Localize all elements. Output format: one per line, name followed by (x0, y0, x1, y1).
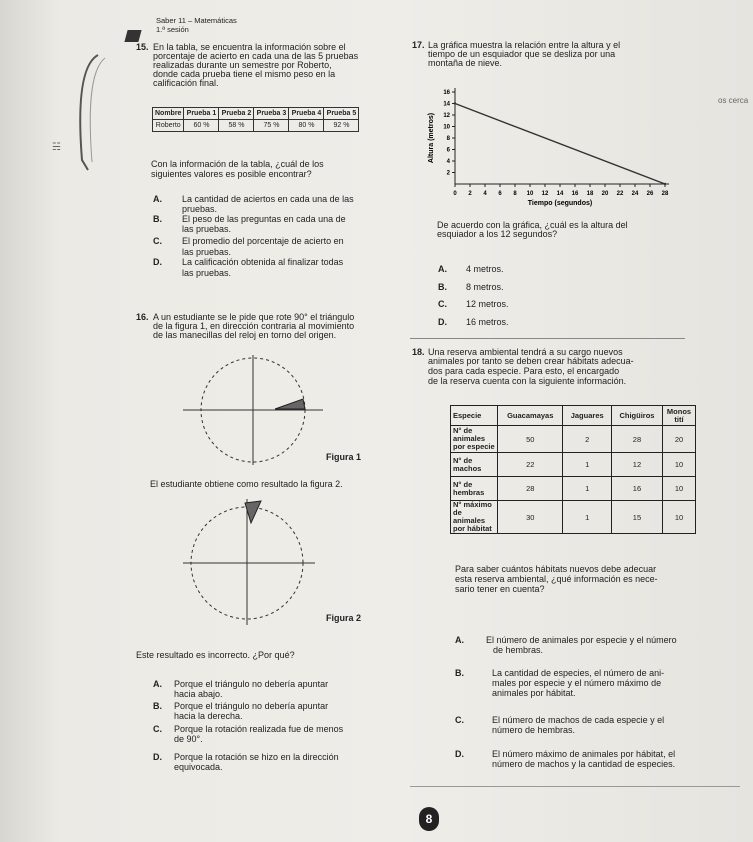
q17-option-d-text: 16 metros. (466, 317, 509, 327)
q15-td-name: Roberto (153, 120, 184, 132)
q18-row-3-guacamayas: 28 (498, 477, 563, 501)
q18-row-4-monos: 10 (663, 501, 696, 534)
q18-option-a-text-2: de hembras. (493, 645, 544, 655)
q15-stem-4: donde cada prueba tiene el mismo peso en la (153, 69, 336, 79)
q16-option-d-text-2: equivocada. (174, 762, 223, 772)
q17-option-b-letter[interactable]: B. (438, 282, 447, 292)
q17-number: 17. (412, 40, 425, 50)
chart-y-axis-label: Altura (metros) (428, 112, 435, 164)
q17-stem-3: montaña de nieve. (428, 58, 503, 68)
chart-y-tick-label: 4 (446, 159, 450, 165)
chart-x-tick-label: 4 (483, 191, 487, 197)
q18-row-2-label: N° de machos (451, 453, 498, 477)
q18-th-monos: Monos tití (663, 406, 696, 426)
q16-stem-2: de la figura 1, en dirección contraria al movimiento (153, 321, 355, 331)
q15-option-c-text-1: El promedio del porcentaje de acierto en (182, 236, 344, 246)
chart-x-tick-label: 16 (571, 191, 579, 197)
q15-stem-5: calificación final. (153, 78, 219, 88)
q17-divider (410, 338, 685, 339)
q16-option-b-text-1: Porque el triángulo no debería apuntar (174, 701, 329, 711)
q16-option-b-text-2: hacia la derecha. (174, 711, 243, 721)
q15-number: 15. (136, 42, 149, 52)
q18-option-b-text-3: animales por hábitat. (492, 688, 576, 698)
chart-y-tick-label: 16 (443, 90, 450, 96)
q18-stem-1: Una reserva ambiental tendrá a su cargo nuevos (428, 347, 623, 357)
q15-option-d-text-1: La calificación obtenida al finalizar todas (182, 257, 344, 267)
chart-y-tick-label: 6 (446, 147, 450, 154)
q15-stem-2: porcentaje de acierto en cada una de las 5 pruebas (153, 51, 359, 61)
q18-option-c-letter[interactable]: C. (455, 715, 464, 725)
q17-option-b-text: 8 metros. (466, 282, 504, 292)
chart-x-tick-label: 10 (526, 191, 534, 197)
q18-option-a-text-1: El número de animales por especie y el número (486, 635, 677, 645)
q15-th-nombre: Nombre (153, 108, 184, 120)
margin-note: os cerca (718, 96, 749, 105)
chart-x-tick-label: 12 (541, 191, 549, 197)
q17-option-c-letter[interactable]: C. (438, 299, 447, 309)
binder-ring-icon (60, 50, 120, 180)
chart-x-tick-label: 28 (661, 191, 669, 197)
margin-mark-icon: ☵ (52, 142, 61, 153)
q16-stem-1: A un estudiante se le pide que rote 90° el triángulo (153, 312, 355, 322)
chart-series-line (455, 104, 665, 185)
q16-question: Este resultado es incorrecto. ¿Por qué? (136, 650, 295, 660)
q18-row-2-jaguares: 1 (563, 453, 611, 477)
q18-option-b-text-2: males por especie y el número máximo de (492, 678, 662, 688)
q18-row-1-guacamayas: 50 (498, 426, 563, 453)
q18-stem-4: de la reserva cuenta con la siguiente información. (428, 376, 627, 386)
chart-x-tick-label: 14 (556, 191, 564, 197)
q18-option-c-text-2: número de hembras. (492, 725, 576, 735)
q18-option-d-text-1: El número máximo de animales por hábitat, el (492, 749, 676, 759)
q17-line-chart (420, 82, 690, 212)
q18-option-b-text-1: La cantidad de especies, el número de ani- (492, 668, 665, 678)
q18-option-d-text-2: número de machos y la cantidad de especies. (492, 759, 676, 769)
q16-option-b-letter[interactable]: B. (153, 701, 162, 711)
q15-table (152, 107, 359, 132)
q16-stem-3: de las manecillas del reloj en torno del origen. (153, 330, 337, 340)
q18-stem-2: animales por tanto se deben crear hábitats adecua- (428, 356, 634, 366)
q18-th-jaguares: Jaguares (563, 406, 611, 426)
q18-row-1-monos: 20 (663, 426, 696, 453)
figure-2 (175, 497, 335, 627)
q18-row-3-monos: 10 (663, 477, 696, 501)
q18-row-1-jaguares: 2 (563, 426, 611, 453)
chart-x-tick-label: 6 (498, 191, 502, 197)
q17-stem-1: La gráfica muestra la relación entre la altura y el (428, 40, 621, 50)
chart-x-tick-label: 18 (586, 191, 594, 197)
q15-option-a-letter[interactable]: A. (153, 194, 162, 204)
q16-option-d-letter[interactable]: D. (153, 752, 162, 762)
q16-option-a-letter[interactable]: A. (153, 679, 162, 689)
q15-th-prueba2: Prueba 2 (219, 108, 254, 120)
header-session: 1.ª sesión (156, 25, 189, 34)
q17-question-1: De acuerdo con la gráfica, ¿cuál es la altura del (437, 220, 628, 230)
q18-species-table (450, 405, 696, 534)
chart-x-tick-label: 24 (631, 191, 639, 197)
q18-row-2-guacamayas: 22 (498, 453, 563, 477)
chart-x-tick-label: 20 (601, 191, 609, 197)
chart-x-tick-label: 26 (646, 191, 654, 197)
q18-th-guacamayas: Guacamayas (498, 406, 563, 426)
chart-x-tick-label: 0 (453, 191, 457, 197)
q18-row-4-label: N° máximo de animales por hábitat (451, 501, 498, 534)
q15-td-5: 92 % (324, 120, 359, 132)
q15-td-3: 75 % (254, 120, 289, 132)
q18-option-a-letter[interactable]: A. (455, 635, 464, 645)
q17-option-a-text: 4 metros. (466, 264, 504, 274)
page-number: 8 (419, 807, 439, 831)
q15-option-c-letter[interactable]: C. (153, 236, 162, 246)
q17-option-a-letter[interactable]: A. (438, 264, 447, 274)
q18-stem-3: dos para cada especie. Para esto, el encargado (428, 366, 620, 376)
q18-th-especie: Especie (451, 406, 498, 426)
chart-data-point (454, 102, 456, 104)
q15-option-b-letter[interactable]: B. (153, 214, 162, 224)
chart-y-tick-label: 12 (443, 113, 450, 119)
chart-y-tick-label: 8 (446, 136, 450, 142)
q15-stem-1: En la tabla, se encuentra la información sobre el (153, 42, 346, 52)
q15-option-a-text-1: La cantidad de aciertos en cada una de las (182, 194, 354, 204)
q16-number: 16. (136, 312, 149, 322)
q17-stem-2: tiempo de un esquiador que se desliza por una (428, 49, 616, 59)
q15-stem-3: realizadas durante un semestre por Roberto, (153, 60, 332, 70)
chart-x-tick-label: 8 (513, 191, 517, 197)
header-subject: Saber 11 – Matemáticas (156, 16, 237, 25)
q15-th-prueba3: Prueba 3 (254, 108, 289, 120)
chart-x-axis-label: Tiempo (segundos) (527, 200, 593, 207)
q18-row-3-label: N° de hembras (451, 477, 498, 501)
q15-question-2: siguientes valores es posible encontrar? (151, 169, 312, 179)
q15-td-1: 60 % (184, 120, 219, 132)
footer-rule (410, 786, 740, 787)
q15-th-prueba1: Prueba 1 (184, 108, 219, 120)
q18-option-d-letter[interactable]: D. (455, 749, 464, 759)
q15-td-2: 58 % (219, 120, 254, 132)
q18-row-1-chiguiros: 28 (611, 426, 662, 453)
q15-th-prueba4: Prueba 4 (289, 108, 324, 120)
q18-th-chiguiros: Chigüiros (611, 406, 662, 426)
q18-row-4-chiguiros: 15 (611, 501, 662, 534)
chart-y-tick-label: 14 (443, 101, 450, 108)
q18-question-2: esta reserva ambiental, ¿qué información es nece- (455, 574, 658, 584)
q15-option-a-text-2: pruebas. (182, 204, 218, 214)
q15-option-b-text-2: las pruebas. (182, 224, 232, 234)
q18-row-3-chiguiros: 16 (611, 477, 662, 501)
q16-option-a-text-2: hacia abajo. (174, 689, 223, 699)
q18-row-4-guacamayas: 30 (498, 501, 563, 534)
q18-question-3: sario tener en cuenta? (455, 584, 545, 594)
figure-1-triangle (275, 399, 305, 409)
q18-number: 18. (412, 347, 425, 357)
q15-option-b-text-1: El peso de las preguntas en cada una de (182, 214, 346, 224)
q18-option-c-text-1: El número de machos de cada especie y el (492, 715, 665, 725)
q18-row-4-jaguares: 1 (563, 501, 611, 534)
figure-1-label: Figura 1 (326, 452, 362, 462)
q16-option-c-text-1: Porque la rotación realizada fue de menos (174, 724, 344, 734)
q15-option-d-letter[interactable]: D. (153, 257, 162, 267)
q16-option-a-text-1: Porque el triángulo no debería apuntar (174, 679, 329, 689)
q17-option-c-text: 12 metros. (466, 299, 509, 309)
q16-option-c-text-2: de 90°. (174, 734, 203, 744)
q18-row-1-label: N° de animales por especie (451, 426, 498, 453)
header-logo-icon (124, 30, 141, 42)
q15-option-c-text-2: las pruebas. (182, 247, 232, 257)
figure-2-label: Figura 2 (326, 613, 362, 623)
q16-option-c-letter[interactable]: C. (153, 724, 162, 734)
q18-row-3-jaguares: 1 (563, 477, 611, 501)
q16-option-d-text-1: Porque la rotación se hizo en la dirección (174, 752, 339, 762)
chart-y-tick-label: 10 (443, 124, 450, 131)
chart-x-tick-label: 22 (616, 191, 624, 197)
chart-data-point (664, 183, 666, 185)
q15-question-1: Con la información de la tabla, ¿cuál de los (151, 159, 324, 169)
chart-y-tick-label: 2 (446, 170, 450, 177)
chart-x-tick-label: 2 (468, 191, 472, 197)
q16-middle-text: El estudiante obtiene como resultado la figura 2. (150, 479, 343, 489)
q15-option-d-text-2: las pruebas. (182, 268, 232, 278)
q17-question-2: esquiador a los 12 segundos? (437, 229, 558, 239)
q17-option-d-letter[interactable]: D. (438, 317, 447, 327)
q15-td-4: 80 % (289, 120, 324, 132)
q18-row-2-chiguiros: 12 (611, 453, 662, 477)
q18-option-b-letter[interactable]: B. (455, 668, 464, 678)
q18-question-1: Para saber cuántos hábitats nuevos debe adecuar (455, 564, 657, 574)
q18-row-2-monos: 10 (663, 453, 696, 477)
q15-th-prueba5: Prueba 5 (324, 108, 359, 120)
